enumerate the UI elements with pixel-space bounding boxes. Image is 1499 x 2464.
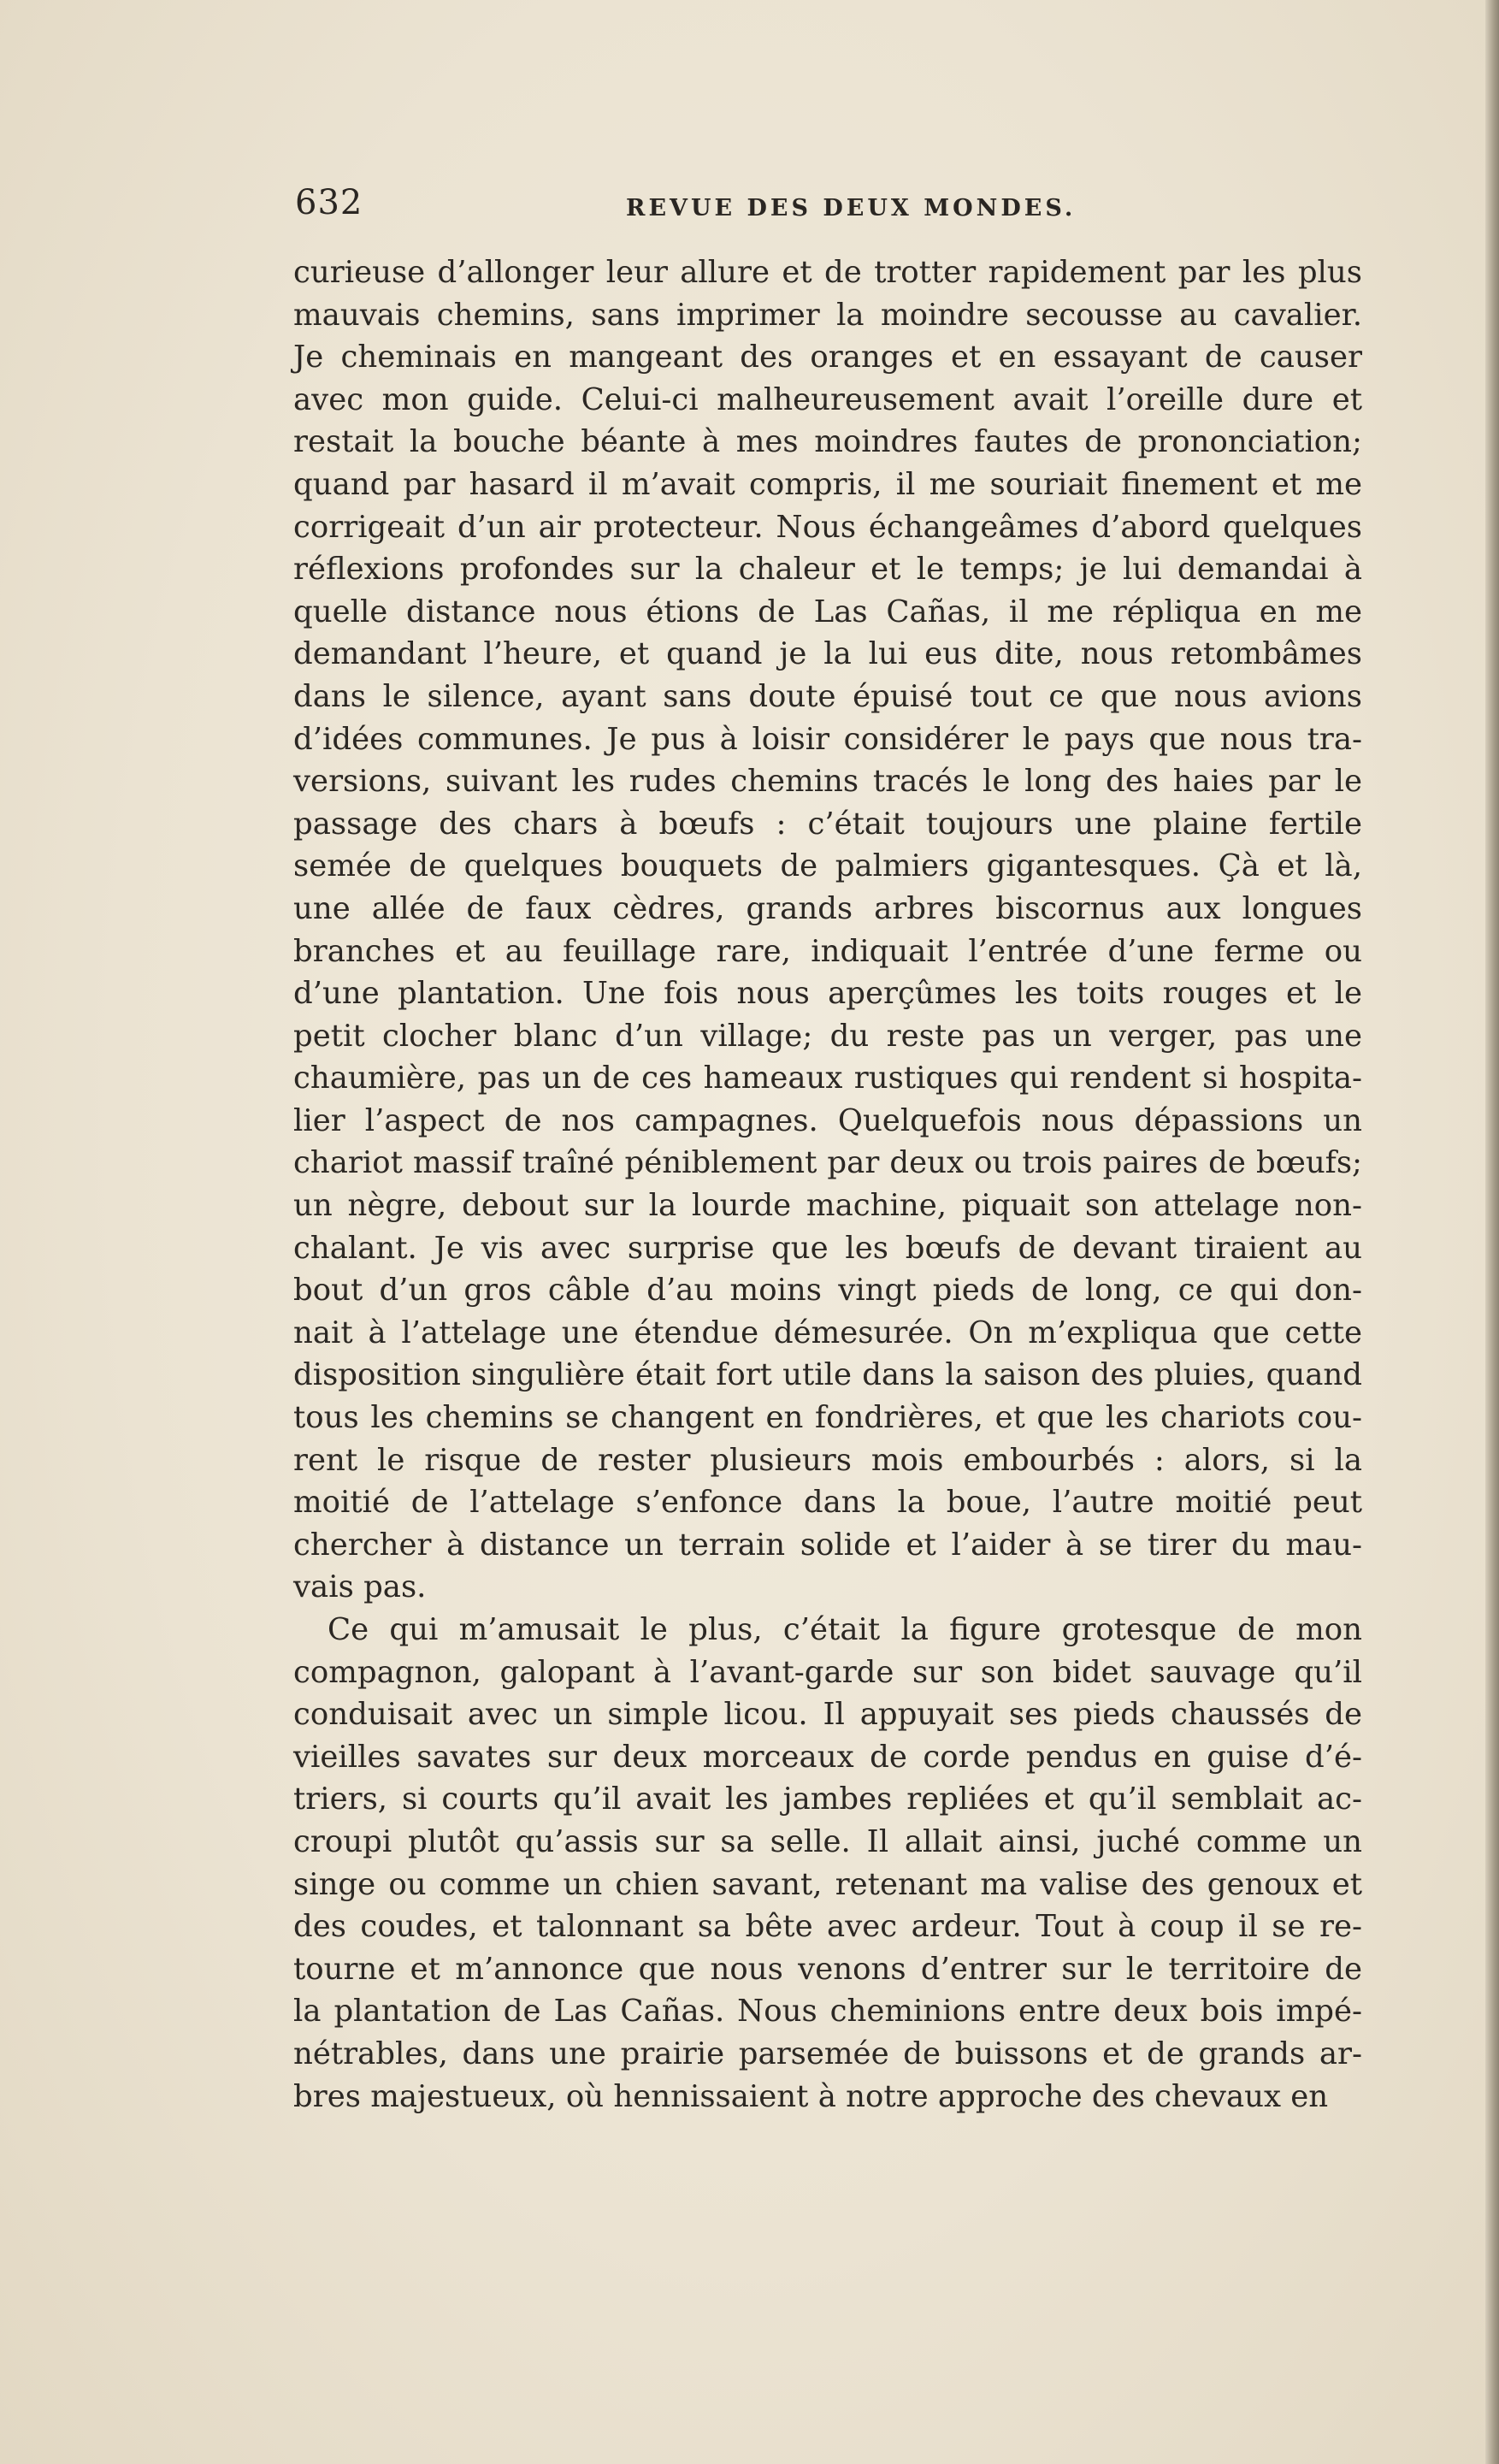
text-line: réflexions profondes sur la chaleur et le temps; je lui demandai à [293, 552, 1362, 588]
text-line: triers, si courts qu’il avait les jambes repliées et qu’il semblait ac- [293, 1782, 1362, 1817]
paragraph [293, 251, 1362, 1609]
text-line: compagnon, galopant à l’avant-garde sur son bidet sauvage qu’il [293, 1654, 1362, 1690]
text-line: nétrables, dans une prairie parsemée de buissons et de grands ar- [293, 2036, 1362, 2071]
text-line: disposition singulière était fort utile dans la saison des pluies, quand [293, 1357, 1362, 1393]
text-line: bout d’un gros câble d’au moins vingt pieds de long, ce qui don- [293, 1273, 1362, 1309]
text-line: tourne et m’annonce que nous venons d’entrer sur le territoire de [293, 1951, 1362, 1987]
text-line: moitié de l’attelage s’enfonce dans la boue, l’autre moitié peut [293, 1485, 1362, 1521]
page-header [295, 176, 1355, 227]
text-line: d’une plantation. Une fois nous aperçûmes les toits rouges et le [293, 976, 1362, 1012]
text-line: tous les chemins se changent en fondrières, et que les chariots cou- [293, 1400, 1362, 1436]
text-line: curieuse d’allonger leur allure et de trotter rapidement par les plus [293, 255, 1362, 290]
text-line: demandant l’heure, et quand je la lui eus dite, nous retombâmes [293, 636, 1362, 672]
paragraph [293, 1609, 1362, 2118]
text-line: lier l’aspect de nos campagnes. Quelquefois nous dépassions un [293, 1102, 1362, 1138]
text-line: chariot massif traîné péniblement par deux ou trois paires de bœufs; [293, 1145, 1362, 1181]
text-line: vais pas. [293, 1569, 427, 1605]
text-line: bres majestueux, où hennissaient à notre approche des chevaux en [293, 2078, 1329, 2114]
text-line: passage des chars à bœufs : c’était toujours une plaine fertile [293, 806, 1362, 842]
text-line: croupi plutôt qu’assis sur sa selle. Il allait ainsi, juché comme un [293, 1823, 1362, 1859]
text-line: une allée de faux cèdres, grands arbres biscornus aux longues [293, 890, 1362, 926]
page-edge-shadow [1485, 0, 1499, 2464]
text-line: quand par hasard il m’avait compris, il me souriait finement et me [293, 466, 1362, 502]
text-line: Ce qui m’amusait le plus, c’était la figure grotesque de mon [328, 1612, 1362, 1647]
text-line: vieilles savates sur deux morceaux de corde pendus en guise d’é- [293, 1739, 1362, 1775]
text-line: des coudes, et talonnant sa bête avec ardeur. Tout à coup il se re- [293, 1909, 1362, 1945]
text-line: restait la bouche béante à mes moindres fautes de prononciation; [293, 424, 1362, 460]
page-number: 632 [295, 183, 363, 222]
text-line: nait à l’attelage une étendue démesurée. On m’expliqua que cette [293, 1315, 1362, 1350]
text-line: un nègre, debout sur la lourde machine, piquait son attelage non- [293, 1188, 1362, 1224]
text-line: mauvais chemins, sans imprimer la moindre secousse au cavalier. [293, 297, 1362, 333]
text-line: dans le silence, ayant sans doute épuisé tout ce que nous avions [293, 678, 1362, 714]
text-line: petit clocher blanc d’un village; du reste pas un verger, pas une [293, 1018, 1362, 1054]
text-line: Je cheminais en mangeant des oranges et en essayant de causer [293, 340, 1362, 375]
text-line: semée de quelques bouquets de palmiers gigantesques. Çà et là, [293, 848, 1362, 884]
text-line: versions, suivant les rudes chemins tracés le long des haies par le [293, 764, 1362, 800]
text-line: avec mon guide. Celui-ci malheureusement avait l’oreille dure et [293, 381, 1362, 417]
text-line: singe ou comme un chien savant, retenant ma valise des genoux et [293, 1866, 1362, 1902]
text-line: branches et au feuillage rare, indiquait l’entrée d’une ferme ou [293, 933, 1362, 969]
text-line: chalant. Je vis avec surprise que les bœufs de devant tiraient au [293, 1230, 1362, 1266]
text-line: chaumière, pas un de ces hameaux rustiques qui rendent si hospita- [293, 1061, 1362, 1096]
text-line: chercher à distance un terrain solide et l’aider à se tirer du mau- [293, 1527, 1362, 1563]
running-head: REVUE DES DEUX MONDES. [626, 195, 1077, 222]
text-line: conduisait avec un simple licou. Il appuyait ses pieds chaussés de [293, 1697, 1362, 1733]
text-line: corrigeait d’un air protecteur. Nous échangeâmes d’abord quelques [293, 509, 1362, 545]
text-line: quelle distance nous étions de Las Cañas, il me répliqua en me [293, 594, 1362, 629]
text-line: d’idées communes. Je pus à loisir considérer le pays que nous tra- [293, 721, 1362, 757]
body-text [293, 251, 1362, 2118]
text-line: la plantation de Las Cañas. Nous cheminions entre deux bois impé- [293, 1994, 1362, 2030]
text-line: rent le risque de rester plusieurs mois embourbés : alors, si la [293, 1442, 1362, 1478]
